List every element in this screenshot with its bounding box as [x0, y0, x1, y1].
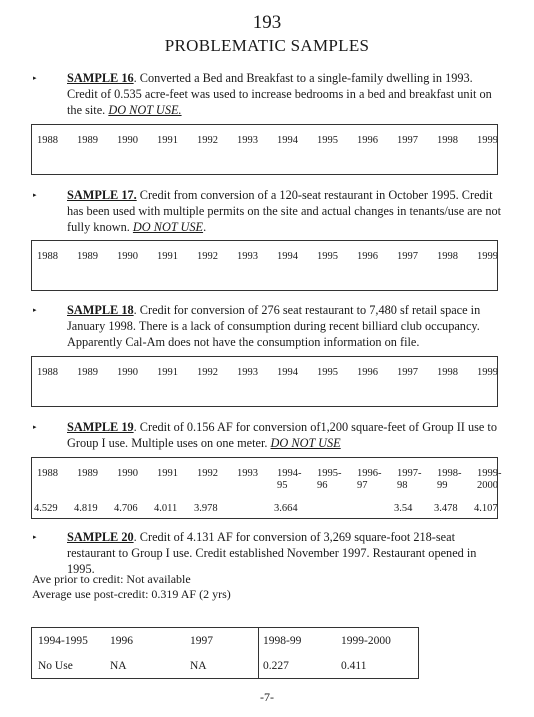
- table-cell: 4.819: [74, 503, 98, 514]
- sample-tail: .: [203, 220, 207, 234]
- table-header: 1997: [190, 635, 213, 647]
- table-header: 1988: [37, 468, 58, 479]
- table-cell: 3.978: [194, 503, 218, 514]
- table-header: 1999-2000: [341, 635, 391, 647]
- year-label: 1988: [37, 367, 58, 378]
- table-header: 1997- 98: [397, 468, 422, 491]
- sample-warning: DO NOT USE: [132, 220, 204, 234]
- sample-label: SAMPLE 16: [67, 71, 134, 85]
- year-label: 1992: [197, 135, 218, 146]
- year-label: 1995: [317, 135, 338, 146]
- year-label: 1999: [477, 367, 498, 378]
- year-label: 1994: [277, 135, 298, 146]
- year-label: 1997: [397, 251, 418, 262]
- sample-text: . Credit for conversion of 276 seat restaurant to 7,480 sf retail space in January 1998. There is a lack of consumption during recent billiard club occupancy. Apparently Cal-Am does not have the consumption information on file.: [67, 303, 481, 349]
- year-label: 1993: [237, 251, 258, 262]
- table-cell: 3.54: [394, 503, 413, 514]
- table-cell: 4.706: [114, 503, 138, 514]
- year-label: 1992: [197, 251, 218, 262]
- sample-label: SAMPLE 19: [67, 420, 134, 434]
- sample-label: SAMPLE 18: [67, 303, 134, 317]
- table-cell: NA: [110, 660, 127, 672]
- year-label: 1994: [277, 367, 298, 378]
- table-cell: 0.227: [263, 660, 289, 672]
- year-label: 1997: [397, 367, 418, 378]
- year-label: 1996: [357, 251, 378, 262]
- year-label: 1989: [77, 367, 98, 378]
- year-label: 1996: [357, 367, 378, 378]
- table-header: 1998-99: [263, 635, 302, 647]
- year-label: 1991: [157, 251, 178, 262]
- year-label: 1993: [237, 135, 258, 146]
- sample-text: . Converted a Bed and Breakfast to a single-family dwelling in 1993. Credit of 0.535 acre-feet was used to increase bedrooms in a bed and breakfast unit on the site.: [67, 71, 492, 117]
- sample-17-year-box: [31, 240, 498, 291]
- sample-16-year-box: [31, 124, 498, 175]
- sample-19-paragraph: [67, 419, 503, 451]
- year-label: 1996: [357, 135, 378, 146]
- year-label: 1989: [77, 251, 98, 262]
- year-label: 1993: [237, 367, 258, 378]
- sample-label: SAMPLE 20: [67, 530, 134, 544]
- table-cell: 4.529: [34, 503, 58, 514]
- sample-17-paragraph: [67, 187, 503, 235]
- year-label: 1999: [477, 251, 498, 262]
- sample-18-paragraph: [67, 302, 503, 350]
- table-header: 1994-1995: [38, 635, 88, 647]
- year-label: 1999: [477, 135, 498, 146]
- bullet-icon: ▸: [33, 191, 37, 199]
- sample-label: SAMPLE 17.: [67, 188, 137, 202]
- year-label: 1990: [117, 135, 138, 146]
- year-label: 1995: [317, 367, 338, 378]
- page-number: 193: [252, 12, 282, 33]
- sample-warning: DO NOT USE: [270, 436, 341, 450]
- page-title: PROBLEMATIC SAMPLES: [164, 36, 370, 55]
- sample-text: . Credit of 4.131 AF for conversion of 3,269 square-foot 218-seat restaurant to Group I use. Credit established November 1997. Restaurant opened in 1995.: [67, 530, 477, 576]
- sample-18-year-box: [31, 356, 498, 407]
- table-cell: NA: [190, 660, 207, 672]
- table-header: 1995- 96: [317, 468, 342, 491]
- year-label: 1997: [397, 135, 418, 146]
- sample-text: Credit from conversion of a 120-seat restaurant in October 1995. Credit has been used with multiple permits on the site and actual changes in tenants/use are not fully known.: [67, 188, 502, 234]
- year-label: 1998: [437, 367, 458, 378]
- year-label: 1998: [437, 251, 458, 262]
- sample-16-paragraph: [67, 70, 503, 118]
- bullet-icon: ▸: [33, 306, 37, 314]
- year-label: 1991: [157, 135, 178, 146]
- year-label: 1988: [37, 135, 58, 146]
- bullet-icon: ▸: [33, 74, 37, 82]
- year-label: 1994: [277, 251, 298, 262]
- sample-20-paragraph: [67, 529, 503, 577]
- year-label: 1998: [437, 135, 458, 146]
- year-label: 1989: [77, 135, 98, 146]
- table-header: 1989: [77, 468, 98, 479]
- table-cell: 3.478: [434, 503, 458, 514]
- year-label: 1992: [197, 367, 218, 378]
- table-header: 1990: [117, 468, 138, 479]
- note-prior: Ave prior to credit: Not available: [32, 572, 191, 586]
- sample-20-table: [31, 627, 419, 679]
- table-header: 1996- 97: [357, 468, 382, 491]
- table-cell: 4.107: [474, 503, 498, 514]
- year-label: 1995: [317, 251, 338, 262]
- table-header: 1996: [110, 635, 133, 647]
- table-header: 1993: [237, 468, 258, 479]
- table-header: 1994- 95: [277, 468, 302, 491]
- table-cell: No Use: [38, 660, 73, 672]
- year-label: 1990: [117, 367, 138, 378]
- table-cell: 0.411: [341, 660, 367, 672]
- year-label: 1988: [37, 251, 58, 262]
- table-cell: 3.664: [274, 503, 298, 514]
- note-post: Average use post-credit: 0.319 AF (2 yrs): [32, 587, 231, 601]
- table-header: 1991: [157, 468, 178, 479]
- table-header: 1999- 2000: [477, 468, 502, 491]
- bullet-icon: ▸: [33, 423, 37, 431]
- bullet-icon: ▸: [33, 533, 37, 541]
- year-label: 1990: [117, 251, 138, 262]
- table-header: 1998- 99: [437, 468, 462, 491]
- page-footer: -7-: [260, 690, 274, 704]
- table-header: 1992: [197, 468, 218, 479]
- table-cell: 4.011: [154, 503, 178, 514]
- year-label: 1991: [157, 367, 178, 378]
- sample-text: . Credit of 0.156 AF for conversion of1,200 square-feet of Group II use to Group I use. Multiple uses on one meter.: [67, 420, 497, 450]
- sample-19-table-cells: [34, 468, 502, 516]
- sample-warning: DO NOT USE.: [108, 103, 182, 117]
